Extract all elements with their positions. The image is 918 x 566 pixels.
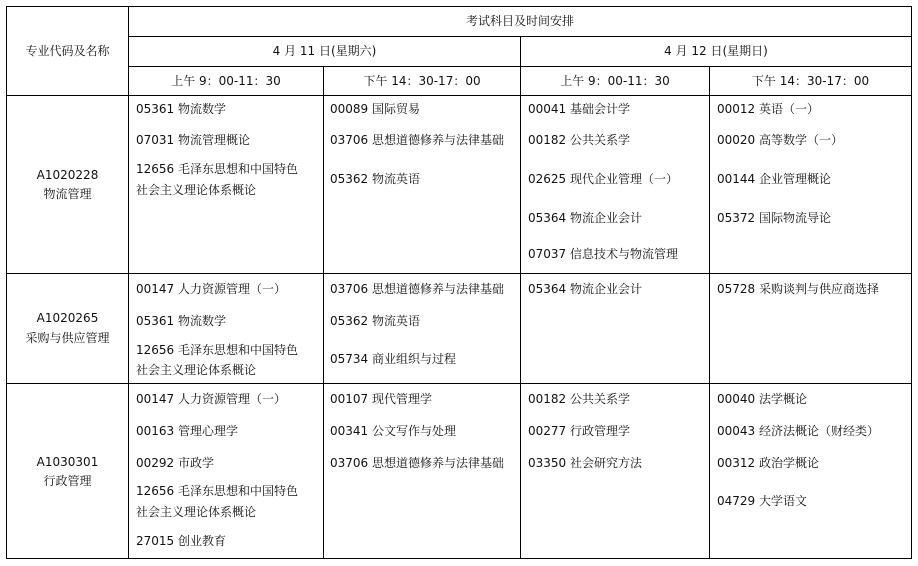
major-name: 采购与供应管理 <box>25 331 110 345</box>
table-divider <box>520 36 521 559</box>
slot-header-2: 下午 14：30-17：00 <box>363 74 481 88</box>
course-entry: 00163 管理心理学 <box>136 424 238 438</box>
course-entry: 00040 法学概论 <box>717 392 807 406</box>
course-entry: 03706 思想道德修养与法律基础 <box>330 133 504 147</box>
course-entry: 00012 英语（一） <box>717 102 819 116</box>
course-entry: 12656 毛泽东思想和中国特色 <box>136 162 298 176</box>
table-divider <box>128 36 912 37</box>
table-divider <box>323 66 324 559</box>
course-entry: 00312 政治学概论 <box>717 456 819 470</box>
course-entry: 05362 物流英语 <box>330 314 420 328</box>
course-entry: 00020 高等数学（一） <box>717 133 843 147</box>
course-entry: 05734 商业组织与过程 <box>330 352 456 366</box>
slot-header-4: 下午 14：30-17：00 <box>751 74 870 88</box>
major-name: 行政管理 <box>43 474 92 488</box>
course-entry: 00341 公文写作与处理 <box>330 424 456 438</box>
table-border-bottom <box>6 558 912 559</box>
course-entry: 00043 经济法概论（财经类） <box>717 424 879 438</box>
course-entry: 07031 物流管理概论 <box>136 133 250 147</box>
day-header-2: 4 月 12 日(星期日) <box>664 44 768 58</box>
course-entry: 社会主义理论体系概论 <box>136 505 257 519</box>
course-entry: 05372 国际物流导论 <box>717 211 831 225</box>
major-code: A1020265 <box>36 311 99 325</box>
course-entry: 00147 人力资源管理（一） <box>136 282 286 296</box>
course-entry: 03706 思想道德修养与法律基础 <box>330 456 504 470</box>
slot-header-1: 上午 9：00-11：30 <box>171 74 281 88</box>
major-code: A1030301 <box>36 455 99 469</box>
course-entry: 05364 物流企业会计 <box>528 282 642 296</box>
course-entry: 00147 人力资源管理（一） <box>136 392 286 406</box>
course-entry: 27015 创业教育 <box>136 534 226 548</box>
table-border-right <box>911 6 912 559</box>
major-code: A1020228 <box>36 168 99 182</box>
table-divider <box>709 66 710 559</box>
course-entry: 00277 行政管理学 <box>528 424 630 438</box>
schedule-header: 考试科目及时间安排 <box>465 14 574 28</box>
course-entry: 07037 信息技术与物流管理 <box>528 247 678 261</box>
course-entry: 00182 公共关系学 <box>528 133 630 147</box>
course-entry: 12656 毛泽东思想和中国特色 <box>136 343 298 357</box>
day-header-1: 4 月 11 日(星期六) <box>272 44 377 58</box>
table-divider <box>6 273 912 274</box>
course-entry: 00041 基础会计学 <box>528 102 630 116</box>
course-entry: 05728 采购谈判与供应商选择 <box>717 282 879 296</box>
slot-header-3: 上午 9：00-11：30 <box>560 74 670 88</box>
table-divider <box>6 95 912 96</box>
course-entry: 00089 国际贸易 <box>330 102 420 116</box>
course-entry: 00292 市政学 <box>136 456 214 470</box>
course-entry: 00107 现代管理学 <box>330 392 432 406</box>
table-divider <box>6 383 912 384</box>
course-entry: 05361 物流数学 <box>136 102 226 116</box>
course-entry: 社会主义理论体系概论 <box>136 183 257 197</box>
course-entry: 05362 物流英语 <box>330 172 420 186</box>
course-entry: 03350 社会研究方法 <box>528 456 642 470</box>
course-entry: 05364 物流企业会计 <box>528 211 642 225</box>
table-divider <box>128 66 912 67</box>
course-entry: 00182 公共关系学 <box>528 392 630 406</box>
course-entry: 12656 毛泽东思想和中国特色 <box>136 484 298 498</box>
table-divider <box>128 6 129 559</box>
major-column-header: 专业代码及名称 <box>25 44 110 58</box>
course-entry: 00144 企业管理概论 <box>717 172 831 186</box>
course-entry: 05361 物流数学 <box>136 314 226 328</box>
course-entry: 02625 现代企业管理（一） <box>528 172 678 186</box>
major-name: 物流管理 <box>43 187 92 201</box>
course-entry: 社会主义理论体系概论 <box>136 363 257 377</box>
course-entry: 03706 思想道德修养与法律基础 <box>330 282 504 296</box>
course-entry: 04729 大学语文 <box>717 494 807 508</box>
table-border-top <box>6 6 912 7</box>
